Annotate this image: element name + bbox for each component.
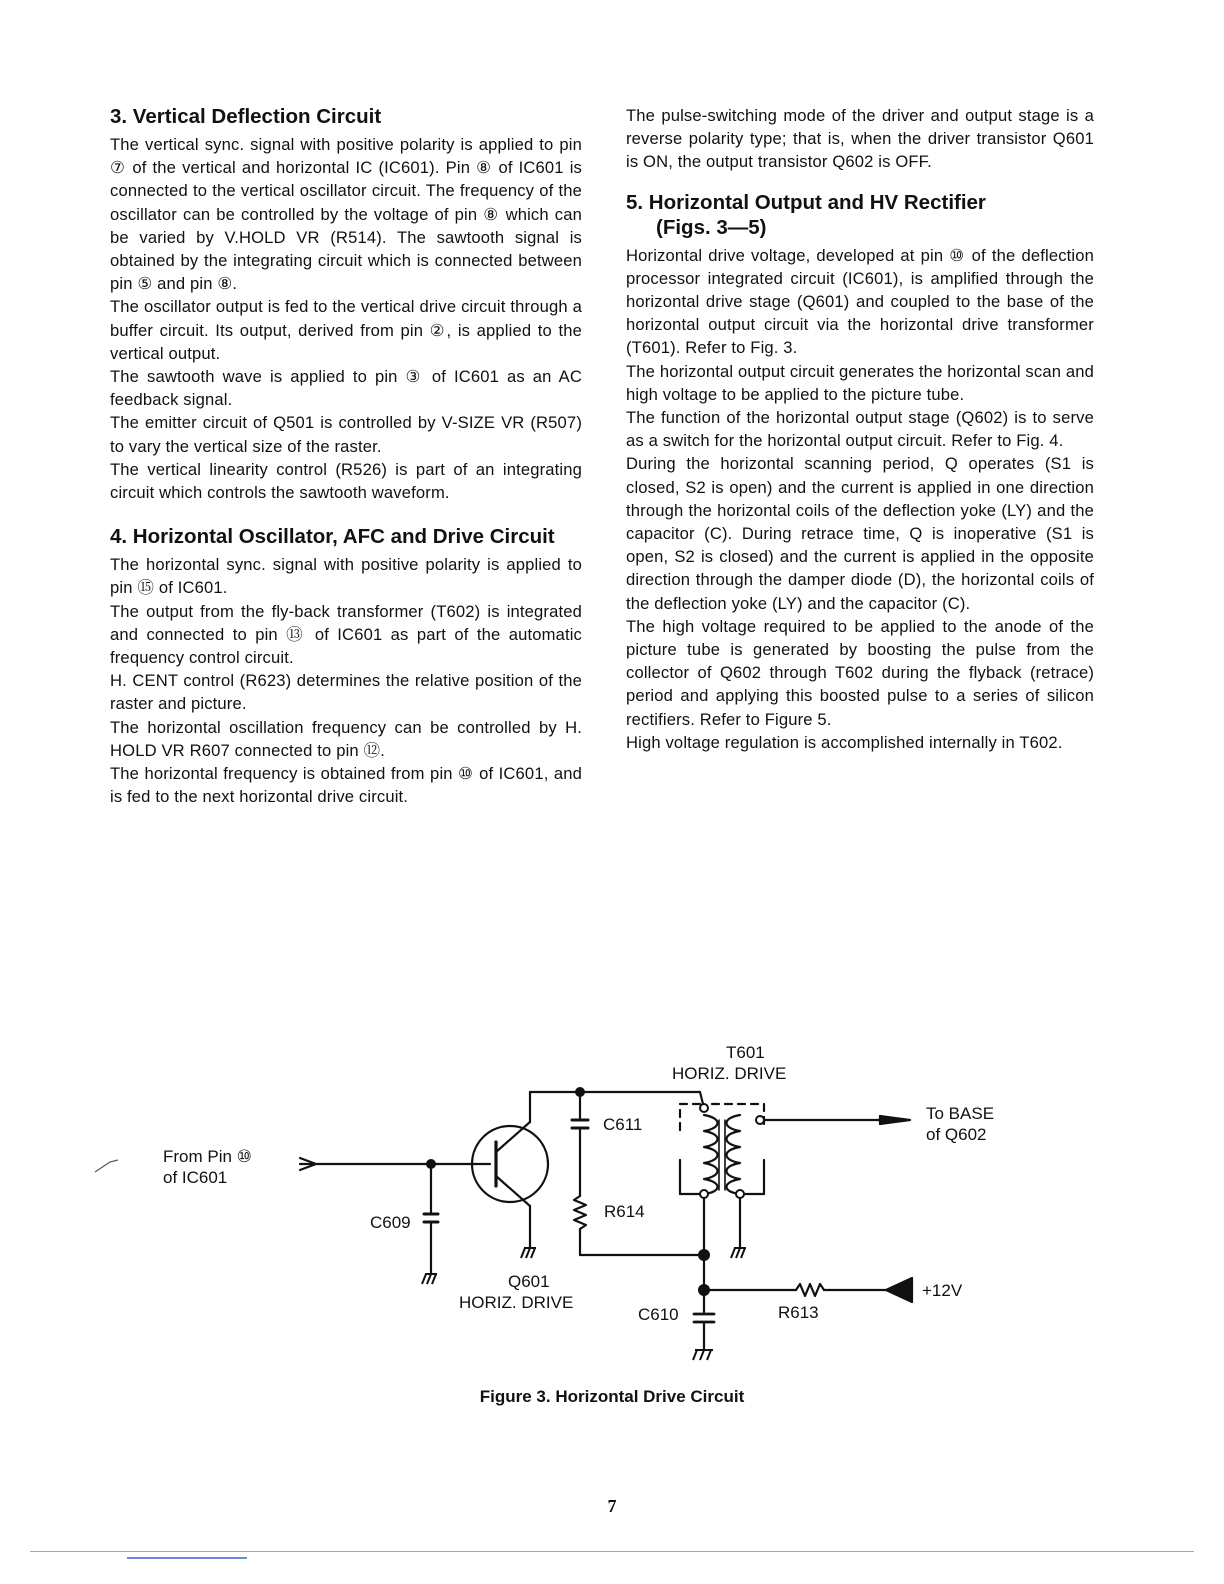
q601-label: Q601: [508, 1272, 550, 1291]
junction-dot: [700, 1190, 708, 1198]
to-base-label: To BASE: [926, 1104, 995, 1123]
r613-label: R613: [778, 1303, 819, 1322]
section-4-paragraph: The horizontal frequency is obtained from pin ⑩ of IC601, and is fed to the next horizontal drive circuit.: [110, 764, 582, 807]
section-5-paragraph: The horizontal output circuit generates the horizontal scan and high voltage to be applied to the picture tube.: [626, 361, 1094, 404]
supply-label: +12V: [922, 1281, 963, 1300]
junction-dot: [736, 1190, 744, 1198]
section-5-paragraph: The high voltage required to be applied to the anode of the picture tube is generated by boosting the pulse from the collector of Q602 through T602 during the flyback (retrace) period and applying this boosted pulse to a series of silicon rectifiers. Refer to Figure 5.: [626, 616, 1094, 729]
left-column: [110, 104, 582, 808]
t601-outline: [680, 1104, 700, 1130]
section-4-paragraph: The output from the fly-back transformer (T602) is integrated and connected to pin ⑬ of IC601 as part of the automatic frequency control circuit.: [110, 601, 582, 668]
c611-label: C611: [603, 1115, 643, 1134]
section-5-paragraph: The function of the horizontal output stage (Q602) is to serve as a switch for the horizontal output circuit. Refer to Fig. 4.: [626, 408, 1094, 451]
bottom-rule-accent: [127, 1557, 247, 1559]
ground-icon: [731, 1248, 746, 1258]
from-pin-label: From Pin ⑩: [163, 1147, 252, 1166]
section-5-title: [626, 190, 1094, 240]
bottom-rule: [30, 1551, 1194, 1552]
supply-arrow-icon: [886, 1278, 912, 1302]
section-3-paragraph: The emitter circuit of Q501 is controlled by V-SIZE VR (R507) to vary the vertical size of the raster.: [110, 413, 582, 456]
section-4-paragraph: H. CENT control (R623) determines the relative position of the raster and picture.: [110, 671, 582, 714]
t601-outline: [740, 1160, 764, 1194]
r613-resistor-icon: [796, 1284, 824, 1296]
t601-primary-coil-icon: [704, 1115, 718, 1194]
horizontal-drive-schematic: [0, 1030, 1224, 1400]
junction-dot: [575, 1087, 585, 1097]
stray-mark: [95, 1160, 118, 1172]
junction-dot: [698, 1249, 710, 1261]
q601-label: HORIZ. DRIVE: [459, 1293, 574, 1312]
section-5-paragraph: During the horizontal scanning period, Q operates (S1 is closed, S2 is open) and the current is applied in one direction through the horizontal coils of the deflection yoke (LY) and the capacitor (C). During retrace time, Q is inoperative (S1 is open, S2 is closed) and the current is applied in the opposite direction through the damper diode (D), the horizontal coils of the deflection yoke (LY) and the capacitor (C).: [626, 454, 1094, 613]
output-arrow-icon: [880, 1116, 910, 1124]
section-3-paragraph: The oscillator output is fed to the vertical drive circuit through a buffer circuit. Its output, derived from pin ②, is applied to the vertical output.: [110, 297, 582, 363]
r614-resistor-icon: [574, 1196, 586, 1229]
to-base-label: of Q602: [926, 1125, 987, 1144]
section-4-paragraph: The horizontal sync. signal with positive polarity is applied to pin ⑮ of IC601.: [110, 555, 582, 598]
t601-label: T601: [726, 1043, 765, 1062]
section-3-paragraph: The vertical sync. signal with positive polarity is applied to pin ⑦ of the vertical and horizontal IC (IC601). Pin ⑧ of IC601 is connected to the vertical oscillator circuit. The frequency of the oscillator can be controlled by the voltage of pin ⑧ which can be varied by V.HOLD VR (R514). The sawtooth signal is obtained by the integrating circuit which is connected between pin ⑤ and pin ⑧.: [110, 135, 582, 294]
section-5-title-line1: 5. Horizontal Output and HV Rectifier: [626, 190, 986, 214]
section-3-paragraph: The vertical linearity control (R526) is part of an integrating circuit which controls the sawtooth waveform.: [110, 459, 582, 503]
t601-label: HORIZ. DRIVE: [672, 1064, 787, 1083]
junction-dot: [756, 1116, 764, 1124]
r614-label: R614: [604, 1202, 645, 1221]
c609-label: C609: [370, 1213, 411, 1232]
from-pin-label: of IC601: [163, 1168, 228, 1187]
right-column: [626, 104, 1094, 754]
c610-label: C610: [638, 1305, 679, 1324]
junction-dot: [698, 1284, 710, 1296]
section-5-paragraph: High voltage regulation is accomplished internally in T602.: [626, 732, 1063, 752]
ground-icon: [422, 1274, 437, 1284]
intro-paragraph: The pulse-switching mode of the driver and output stage is a reverse polarity type; that is, when the driver transistor Q601 is ON, the output transistor Q602 is OFF.: [626, 106, 1094, 172]
section-3-paragraph: The sawtooth wave is applied to pin ③ of IC601 as an AC feedback signal.: [110, 367, 582, 410]
ground-icon: [693, 1350, 713, 1360]
section-5-paragraph: Horizontal drive voltage, developed at pin ⑩ of the deflection processor integrated circuit (IC601), is amplified through the horizontal drive stage (Q601) and coupled to the base of the horizontal output circuit via the horizontal drive transformer (T601). Refer to Fig. 3.: [626, 245, 1094, 358]
section-5-title-line2: (Figs. 3—5): [656, 215, 767, 239]
junction-dot: [700, 1104, 708, 1112]
section-3-title: 3. Vertical Deflection Circuit: [110, 105, 382, 128]
section-4-title: 4. Horizontal Oscillator, AFC and Drive Circuit: [110, 525, 555, 549]
t601-outline: [680, 1160, 704, 1194]
ground-icon: [521, 1248, 536, 1258]
figure-caption: Figure 3. Horizontal Drive Circuit: [479, 1387, 745, 1406]
t601-secondary-coil-icon: [727, 1115, 741, 1194]
junction-dot: [426, 1159, 436, 1169]
page-number: 7: [607, 1496, 617, 1516]
section-4-paragraph: The horizontal oscillation frequency can be controlled by H. HOLD VR R607 connected to pin ⑫.: [110, 717, 582, 760]
